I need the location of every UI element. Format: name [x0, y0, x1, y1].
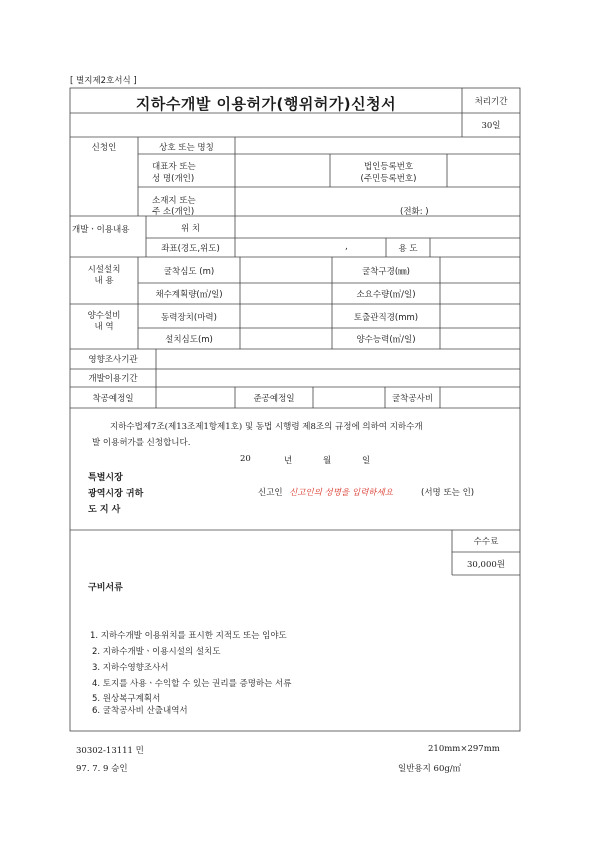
planned-amount-field[interactable] — [241, 284, 331, 303]
required-doc-item: 5. 원상복구계획서 — [92, 694, 161, 704]
install-depth-field[interactable] — [241, 329, 331, 348]
power-unit-field[interactable] — [241, 305, 331, 327]
required-doc-item: 6. 굴착공사비 산출내역서 — [92, 706, 188, 716]
date-year-unit: 년 — [284, 456, 293, 466]
processing-period-value: 30일 — [481, 121, 501, 131]
representative-name-label-line1: 대표자 또는 — [152, 162, 196, 172]
completion-date-field[interactable] — [314, 388, 384, 407]
drill-diameter-label: 굴착구경(㎜) — [362, 267, 410, 277]
address-label-line1: 소재지 또는 — [152, 196, 196, 206]
applicant-name-input[interactable]: 신고인의 성명을 입력하세요 — [289, 488, 393, 498]
dev-period-label: 개발이용기간 — [88, 374, 138, 384]
facility-section-label-line1: 시설설치 — [87, 265, 121, 275]
facility-section-label-line2: 내 용 — [94, 276, 114, 286]
required-doc-item: 3. 지하수영향조사서 — [92, 663, 169, 673]
survey-agency-label: 영향조사기관 — [88, 355, 138, 365]
trade-name-field[interactable] — [236, 138, 519, 153]
coordinates-label: 좌표(경도,위도) — [161, 244, 220, 254]
pump-section-label-line1: 양수설비 — [87, 311, 121, 321]
form-number-label: [ 별지제2호서식 ] — [70, 76, 137, 86]
pump-section-label-line2: 내 역 — [94, 322, 114, 332]
pumping-capacity-label: 양수능력(㎥/일) — [356, 335, 416, 345]
drill-diameter-field[interactable] — [441, 258, 519, 282]
discharge-diameter-label: 토출관직경(mm) — [353, 313, 419, 323]
required-doc-item: 4. 토지를 사용ㆍ수익할 수 있는 권리를 증명하는 서류 — [92, 679, 292, 689]
date-month-unit: 월 — [323, 456, 332, 466]
declaration-line2: 발 이용허가를 신청합니다. — [92, 438, 191, 448]
corp-reg-number-label-line1: 법인등록번호 — [363, 162, 414, 172]
phone-label: (전화: ) — [400, 207, 429, 217]
address-field[interactable] — [236, 188, 396, 215]
planned-amount-label: 채수계획량(㎥/일) — [155, 290, 223, 300]
completion-date-label: 준공예정일 — [253, 394, 295, 404]
required-doc-item: 1. 지하수개발 이용위치를 표시한 지적도 또는 임야도 — [90, 631, 287, 641]
drill-depth-field[interactable] — [241, 258, 331, 282]
representative-name-label-line2: 성 명(개인) — [152, 174, 195, 184]
location-label: 위 치 — [180, 224, 201, 234]
required-docs-title: 구비서류 — [88, 583, 123, 593]
discharge-diameter-field[interactable] — [441, 305, 519, 327]
corp-reg-number-field[interactable] — [448, 155, 519, 186]
recipient-line3: 도 지 사 — [88, 505, 121, 515]
location-field[interactable] — [236, 217, 519, 237]
water-demand-field[interactable] — [441, 284, 519, 303]
purpose-label: 용 도 — [398, 244, 418, 254]
applicant-sign-suffix: (서명 또는 인) — [421, 488, 475, 498]
start-date-field[interactable] — [157, 388, 234, 407]
date-day-unit: 일 — [362, 456, 371, 466]
form-title: 지하수개발 이용허가(행위허가)신청서 — [135, 95, 397, 113]
dev-period-field[interactable] — [157, 370, 519, 386]
declaration-line1: 지하수법제7조(제13조제1항제1호) 및 동법 시행령 제8조의 규정에 의하여 지하수개 — [110, 422, 423, 432]
survey-agency-field[interactable] — [157, 350, 519, 368]
applicant-sign-prefix: 신고인 — [258, 488, 283, 498]
required-doc-item: 2. 지하수개발ㆍ이용시설의 설치도 — [92, 647, 221, 657]
processing-period-label: 처리기간 — [474, 97, 508, 107]
install-depth-label: 설치심도(m) — [165, 335, 213, 345]
applicant-section-label: 신청인 — [91, 143, 117, 153]
water-demand-label: 소요수량(㎥/일) — [356, 290, 416, 300]
address-label-line2: 주 소(개인) — [152, 207, 195, 217]
purpose-field[interactable] — [431, 239, 519, 256]
recipient-line1: 특별시장 — [88, 473, 123, 483]
paper-size: 210mm×297mm — [428, 744, 500, 754]
coordinates-field[interactable] — [236, 239, 385, 256]
trade-name-label: 상호 또는 명칭 — [159, 143, 214, 153]
drill-depth-label: 굴착심도 (m) — [163, 267, 215, 277]
date-year-prefix: 20 — [240, 454, 251, 464]
dev-use-section-label: 개발ㆍ이용내용 — [72, 225, 130, 235]
form-code: 30302-13111 민 — [76, 746, 144, 756]
paper-type: 일반용지 60g/㎡ — [398, 764, 462, 774]
pumping-capacity-field[interactable] — [441, 329, 519, 348]
power-unit-label: 동력장치(마력) — [161, 313, 217, 323]
fee-value: 30,000원 — [467, 560, 505, 570]
coordinates-separator: , — [345, 242, 348, 252]
approval-date: 97. 7. 9 승인 — [76, 764, 128, 774]
start-date-label: 착공예정일 — [92, 394, 134, 404]
representative-name-field[interactable] — [236, 155, 329, 186]
corp-reg-number-label-line2: (주민등록번호) — [360, 174, 417, 184]
fee-label: 수수료 — [473, 537, 499, 547]
drilling-company-label: 굴착공사비 — [391, 394, 434, 404]
drilling-company-field[interactable] — [441, 388, 519, 407]
recipient-line2: 광역시장 귀하 — [88, 489, 144, 499]
